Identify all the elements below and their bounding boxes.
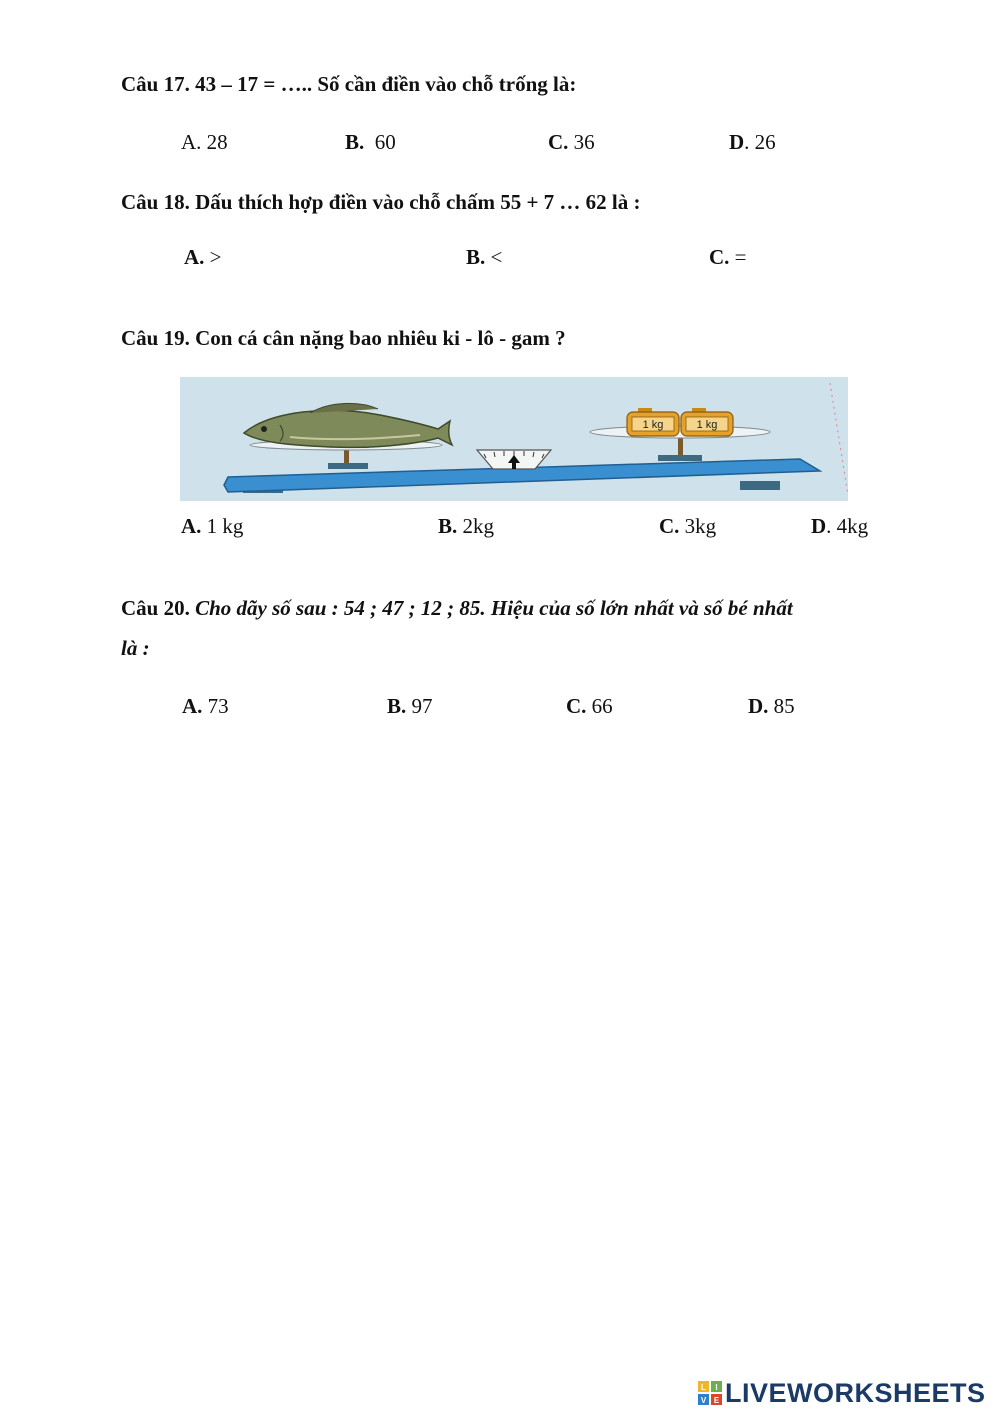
question-20-line2 (121, 636, 150, 661)
question-19 (121, 326, 566, 351)
svg-text:I: I (715, 1383, 718, 1392)
question-20-text-line2: là : (121, 636, 150, 660)
q20-option-d[interactable]: D. 85 (748, 694, 795, 718)
question-18-text: Dấu thích hợp điền vào chỗ chấm 55 + 7 … 62 là : (195, 190, 641, 214)
weight-1kg-left (627, 408, 679, 436)
svg-text:E: E (713, 1396, 720, 1405)
q17-option-b[interactable]: B. 60 (345, 130, 396, 154)
liveworksheets-logo[interactable] (698, 1378, 986, 1408)
q17-option-d[interactable]: D. 26 (729, 130, 776, 154)
weight-1kg-right (681, 408, 733, 436)
liveworksheets-brand-text: LIVEWORKSHEETS (725, 1377, 986, 1408)
svg-text:V: V (700, 1396, 707, 1405)
q20-option-b[interactable]: B. 97 (387, 694, 433, 718)
question-17 (121, 72, 576, 97)
scale-foot-right (740, 481, 780, 490)
svg-text:L: L (701, 1383, 706, 1392)
liveworksheets-logo-icon (698, 1381, 722, 1405)
q18-option-b[interactable]: B. < (466, 245, 503, 269)
q19-option-c[interactable]: C. 3kg (659, 514, 717, 538)
question-18 (121, 190, 641, 215)
q20-option-a[interactable]: A. 73 (182, 694, 229, 718)
q19-option-a[interactable]: A. 1 kg (181, 514, 244, 538)
q19-option-b[interactable]: B. 2kg (438, 514, 495, 538)
question-20-text-line1: Cho dãy số sau : 54 ; 47 ; 12 ; 85. Hiệu của số lớn nhất và số bé nhất (195, 596, 793, 620)
question-18-label: Câu 18. (121, 190, 190, 214)
q19-option-d[interactable]: D. 4kg (811, 514, 869, 538)
q18-option-c[interactable]: C. = (709, 245, 747, 269)
right-pan (590, 426, 770, 438)
question-20 (121, 596, 793, 621)
question-19-label: Câu 19. (121, 326, 190, 350)
q17-option-c[interactable]: C. 36 (548, 130, 595, 154)
q20-option-c[interactable]: C. 66 (566, 694, 613, 718)
question-17-label: Câu 17. (121, 72, 190, 96)
q17-option-a[interactable]: A. 28 (181, 130, 228, 154)
question-19-text: Con cá cân nặng bao nhiêu ki - lô - gam ? (195, 326, 566, 350)
question-20-label: Câu 20. (121, 596, 190, 620)
q18-option-a[interactable]: A. > (184, 245, 222, 269)
scale-illustration (180, 377, 848, 501)
question-17-text: 43 – 17 = ….. Số cần điền vào chỗ trống là: (195, 72, 577, 96)
weight-label-right: 1 kg (696, 419, 718, 431)
weight-label-left: 1 kg (642, 419, 664, 431)
